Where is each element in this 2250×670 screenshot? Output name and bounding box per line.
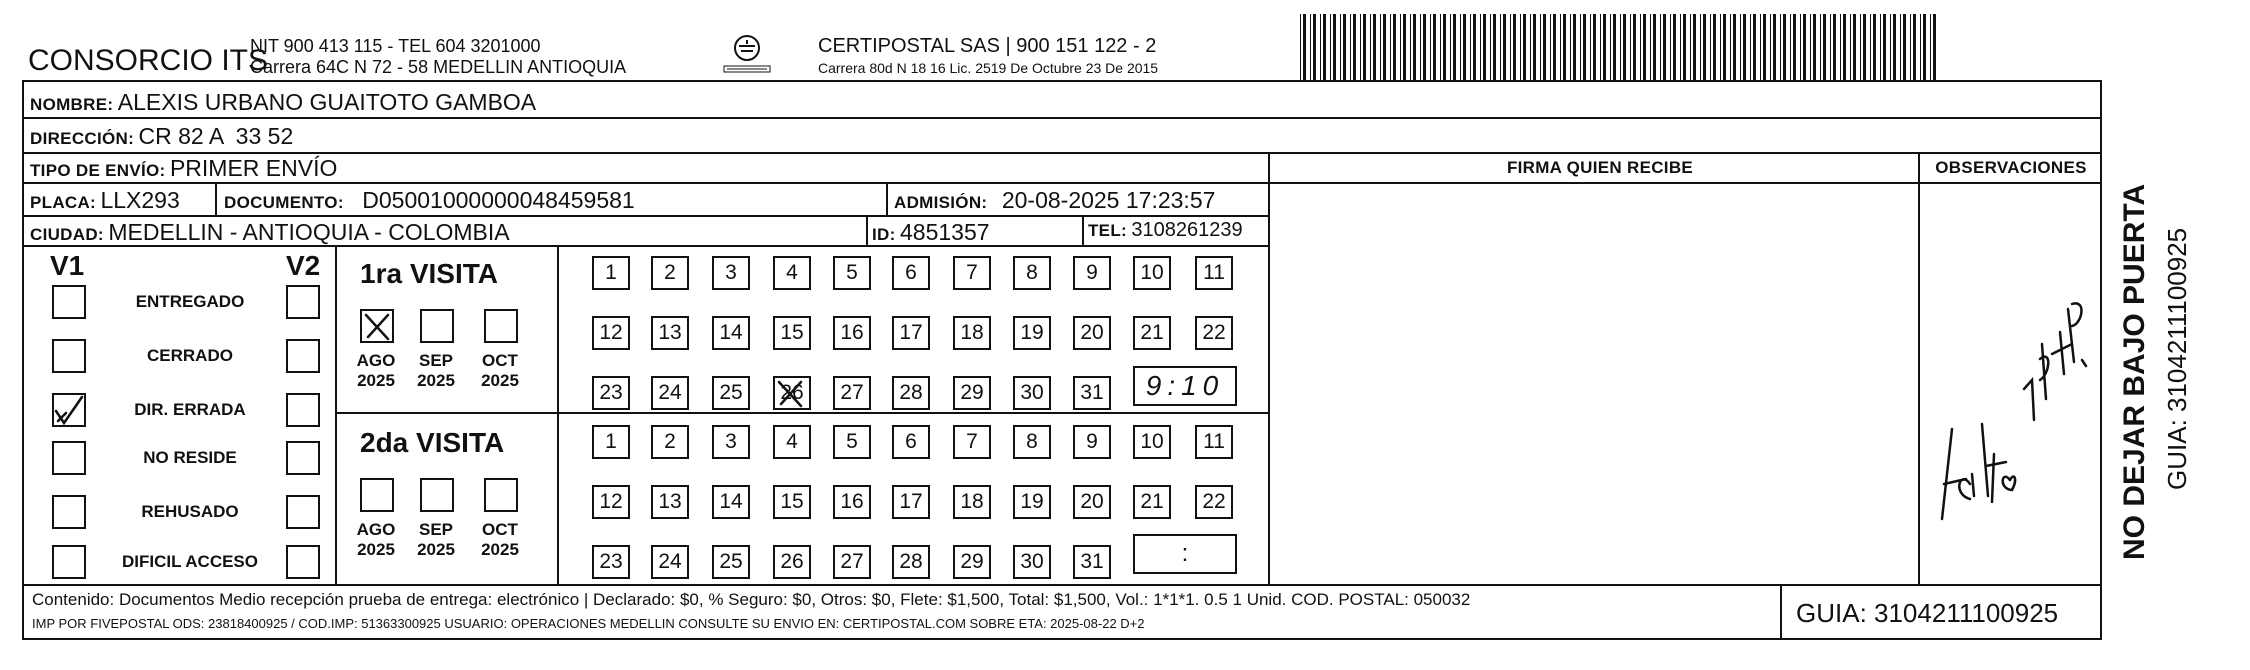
barcode-bar <box>1633 14 1636 80</box>
day-box[interactable]: 1 <box>592 425 630 459</box>
barcode-bar <box>1660 14 1661 80</box>
barcode-bar <box>1590 14 1591 80</box>
day-box[interactable]: 23 <box>592 376 630 410</box>
v1-checkbox[interactable] <box>52 393 86 427</box>
barcode-bar <box>1423 14 1426 80</box>
barcode-bar <box>1430 14 1431 80</box>
barcode-bar <box>1540 14 1541 80</box>
day-box[interactable]: 27 <box>833 545 871 579</box>
barcode-bar <box>1723 14 1726 80</box>
day-box[interactable]: 16 <box>833 485 871 519</box>
placa-label: PLACA: <box>30 193 97 212</box>
barcode-bar <box>1850 14 1851 80</box>
barcode-bar <box>1680 14 1681 80</box>
barcode-bar <box>1840 14 1841 80</box>
row-tel <box>1088 219 1243 242</box>
day-box[interactable]: 12 <box>592 316 630 350</box>
month-label: SEP 2025 <box>417 351 455 390</box>
day-box[interactable]: 14 <box>712 316 750 350</box>
barcode-bar <box>1860 14 1861 80</box>
barcode-bar <box>1790 14 1791 80</box>
barcode-bar <box>1583 14 1586 80</box>
barcode-bar <box>1870 14 1871 80</box>
day-box[interactable]: 6 <box>892 256 930 290</box>
barcode-bar <box>1403 14 1406 80</box>
status-option-label: DIFICIL ACCESO <box>121 552 258 571</box>
day-box[interactable]: 19 <box>1013 316 1051 350</box>
barcode-bar <box>1703 14 1706 80</box>
id-value: 4851357 <box>900 219 990 245</box>
day-box[interactable]: 3 <box>712 425 750 459</box>
company-address: Carrera 64C N 72 - 58 MEDELLIN ANTIOQUIA <box>250 57 627 77</box>
barcode-bar <box>1770 14 1771 80</box>
barcode-bar <box>1373 14 1376 80</box>
barcode-bar <box>1690 14 1691 80</box>
footer-guia: GUIA: 3104211100925 <box>1796 598 2059 628</box>
month-checkbox[interactable] <box>484 478 518 512</box>
day-box[interactable]: 4 <box>773 256 811 290</box>
barcode-bar <box>1460 14 1461 80</box>
barcode-bar <box>1763 14 1766 80</box>
barcode-bar <box>1833 14 1836 80</box>
observaciones-area[interactable] <box>1922 184 2100 584</box>
barcode-bar <box>1933 14 1936 80</box>
barcode-bar <box>1410 14 1411 80</box>
day-box[interactable]: 6 <box>892 425 930 459</box>
barcode-bar <box>1780 14 1781 80</box>
day-box[interactable]: 4 <box>773 425 811 459</box>
barcode-bar <box>1363 14 1366 80</box>
side-warning: NO DEJAR BAJO PUERTA <box>2118 183 2151 560</box>
barcode-bar <box>1400 14 1401 80</box>
direccion-label: DIRECCIÓN: <box>30 129 135 148</box>
barcode-bar <box>1773 14 1776 80</box>
day-box[interactable]: 7 <box>953 256 991 290</box>
barcode-bar <box>1480 14 1481 80</box>
status-option-label: ENTREGADO <box>135 292 245 311</box>
barcode-bar <box>1463 14 1466 80</box>
second-visit-time[interactable]: : <box>1133 534 1237 574</box>
barcode-bar <box>1533 14 1536 80</box>
v2-checkbox[interactable] <box>286 285 320 319</box>
day-box[interactable]: 11 <box>1195 425 1233 459</box>
barcode-bar <box>1320 14 1321 80</box>
courier-info <box>818 34 1158 78</box>
barcode-bar <box>1923 14 1926 80</box>
status-option-label: NO RESIDE <box>143 448 237 467</box>
barcode-bar <box>1670 14 1671 80</box>
signature-area[interactable] <box>1270 184 1918 584</box>
footer-contenido: Contenido: Documentos Medio recepción prueba de entrega: electrónico | Declarado: $0, % Seguro: $0, Otros: $0, Flete: $1,500, Total: $1,500, Vol.: 1*1*1. 0.5 1 Unid. COD. POSTAL: 050032 <box>32 590 1471 609</box>
barcode-bar <box>1553 14 1556 80</box>
barcode-bar <box>1453 14 1456 80</box>
day-box[interactable]: 19 <box>1013 485 1051 519</box>
v2-checkbox[interactable] <box>286 339 320 373</box>
day-box[interactable]: 25 <box>712 376 750 410</box>
barcode-bar <box>1643 14 1646 80</box>
barcode-bar <box>1500 14 1501 80</box>
barcode-bar <box>1350 14 1351 80</box>
id-label: ID: <box>872 225 896 244</box>
barcode-bar <box>1653 14 1656 80</box>
month-checkbox[interactable] <box>360 478 394 512</box>
month-label: OCT 2025 <box>481 351 519 390</box>
admision-label: ADMISIÓN: <box>894 193 988 212</box>
courier-name: CERTIPOSTAL SAS | 900 151 122 - 2 <box>818 35 1157 57</box>
barcode-bar <box>1733 14 1736 80</box>
day-box[interactable]: 21 <box>1133 485 1171 519</box>
barcode-bar <box>1903 14 1906 80</box>
day-box[interactable]: 29 <box>953 545 991 579</box>
documento-value: D05001000000048459581 <box>362 187 635 213</box>
second-visit-title: 2da VISITA <box>360 427 505 458</box>
day-box[interactable]: 26 <box>773 376 811 410</box>
barcode-bar <box>1483 14 1486 80</box>
barcode-bar <box>1580 14 1581 80</box>
barcode-bar <box>1910 14 1911 80</box>
barcode-bar <box>1523 14 1526 80</box>
day-box[interactable]: 28 <box>892 545 930 579</box>
placa-value: LLX293 <box>100 187 180 213</box>
day-box[interactable]: 3 <box>712 256 750 290</box>
barcode-bar <box>1353 14 1356 80</box>
day-box[interactable]: 20 <box>1073 316 1111 350</box>
barcode-bar <box>1713 14 1716 80</box>
barcode-bar <box>1360 14 1361 80</box>
barcode-bar <box>1913 14 1916 80</box>
barcode-bar <box>1803 14 1806 80</box>
barcode-bar <box>1513 14 1516 80</box>
documento-label: DOCUMENTO: <box>224 193 344 212</box>
barcode-bar <box>1620 14 1621 80</box>
barcode-bar <box>1673 14 1676 80</box>
barcode-bar <box>1810 14 1811 80</box>
row-documento <box>224 187 635 214</box>
day-box[interactable]: 25 <box>712 545 750 579</box>
day-box[interactable]: 31 <box>1073 545 1111 579</box>
barcode-bar <box>1490 14 1491 80</box>
barcode-bar <box>1560 14 1561 80</box>
barcode-bar <box>1380 14 1381 80</box>
day-box[interactable]: 28 <box>892 376 930 410</box>
barcode-bar <box>1760 14 1761 80</box>
v1-checkbox[interactable] <box>52 495 86 529</box>
day-box[interactable]: 10 <box>1133 256 1171 290</box>
barcode-bar <box>1753 14 1756 80</box>
barcode-bar <box>1710 14 1711 80</box>
barcode-bar <box>1470 14 1471 80</box>
observation-handwriting <box>1922 184 2100 584</box>
month-checkbox[interactable] <box>484 309 518 343</box>
status-option-label: DIR. ERRADA <box>134 400 246 419</box>
barcode-bar <box>1830 14 1831 80</box>
day-box[interactable]: 9 <box>1073 425 1111 459</box>
barcode-bar <box>1550 14 1551 80</box>
barcode-bar <box>1883 14 1886 80</box>
admision-value: 20-08-2025 17:23:57 <box>1001 187 1216 213</box>
barcode-bar <box>1750 14 1751 80</box>
barcode-bar <box>1520 14 1521 80</box>
barcode-bar <box>1393 14 1396 80</box>
day-box[interactable]: 22 <box>1195 485 1233 519</box>
first-visit-title: 1ra VISITA <box>360 258 498 289</box>
day-box[interactable]: 17 <box>892 485 930 519</box>
barcode-bar <box>1640 14 1641 80</box>
barcode-bar <box>1783 14 1786 80</box>
barcode-bar <box>1890 14 1891 80</box>
barcode-bar <box>1930 14 1931 80</box>
row-direccion <box>30 123 293 150</box>
footer-imp: IMP POR FIVEPOSTAL ODS: 23818400925 / COD.IMP: 51363300925 USUARIO: OPERACIONES MEDELLIN CONSULTE SU ENVIO EN: CERTIPOSTAL.COM SOBRE ETA: 2025-08-22 D+2 <box>32 616 1145 631</box>
month-label: AGO 2025 <box>356 351 396 390</box>
month-checkbox[interactable] <box>420 478 454 512</box>
barcode-bar <box>1443 14 1446 80</box>
observaciones-header: OBSERVACIONES <box>1935 158 2087 177</box>
barcode-bar <box>1740 14 1741 80</box>
v1-checkbox[interactable] <box>52 545 86 579</box>
day-box[interactable]: 1 <box>592 256 630 290</box>
barcode-bar <box>1323 14 1326 80</box>
barcode-bar <box>1433 14 1436 80</box>
company-nit: NIT 900 413 115 - TEL 604 3201000 <box>250 36 541 56</box>
day-box[interactable]: 26 <box>773 545 811 579</box>
day-box[interactable]: 2 <box>651 256 689 290</box>
barcode-bar <box>1390 14 1391 80</box>
barcode-bar <box>1683 14 1686 80</box>
month-label: SEP 2025 <box>417 520 455 559</box>
ciudad-value: MEDELLIN - ANTIOQUIA - COLOMBIA <box>108 219 510 245</box>
barcode-bar <box>1370 14 1371 80</box>
barcode-bar <box>1843 14 1846 80</box>
v1-label: V1 <box>50 250 85 281</box>
day-box[interactable]: 29 <box>953 376 991 410</box>
day-box[interactable]: 12 <box>592 485 630 519</box>
month-label: AGO 2025 <box>356 520 396 559</box>
day-box[interactable]: 15 <box>773 485 811 519</box>
barcode-bar <box>1720 14 1721 80</box>
barcode-bar <box>1450 14 1451 80</box>
barcode-bar <box>1530 14 1531 80</box>
status-option-label: REHUSADO <box>141 502 239 521</box>
barcode-bar <box>1650 14 1651 80</box>
ciudad-label: CIUDAD: <box>30 225 104 244</box>
barcode-bar <box>1813 14 1816 80</box>
v1-checkbox[interactable] <box>52 441 86 475</box>
day-box[interactable]: 8 <box>1013 425 1051 459</box>
day-box[interactable]: 15 <box>773 316 811 350</box>
barcode-bar <box>1543 14 1546 80</box>
day-box[interactable]: 22 <box>1195 316 1233 350</box>
barcode-bar <box>1610 14 1611 80</box>
barcode-bar <box>1630 14 1631 80</box>
day-box[interactable]: 10 <box>1133 425 1171 459</box>
row-nombre <box>30 89 536 116</box>
day-box[interactable]: 5 <box>833 256 871 290</box>
v1-checkbox[interactable] <box>52 339 86 373</box>
day-box[interactable]: 24 <box>651 545 689 579</box>
barcode-bar <box>1893 14 1896 80</box>
v2-checkbox[interactable] <box>286 441 320 475</box>
tel-value: 3108261239 <box>1131 219 1243 241</box>
month-checkbox[interactable] <box>360 309 394 343</box>
day-box[interactable]: 11 <box>1195 256 1233 290</box>
v2-checkbox[interactable] <box>286 393 320 427</box>
barcode-bar <box>1510 14 1511 80</box>
month-label: OCT 2025 <box>481 520 519 559</box>
nombre-value: ALEXIS URBANO GUAITOTO GAMBOA <box>117 89 537 115</box>
barcode-bar <box>1700 14 1701 80</box>
company-info <box>250 36 626 78</box>
day-box[interactable]: 2 <box>651 425 689 459</box>
v2-checkbox[interactable] <box>286 495 320 529</box>
barcode-bar <box>1343 14 1346 80</box>
barcode-bar <box>1823 14 1826 80</box>
barcode-bar <box>1820 14 1821 80</box>
side-guia: GUIA: 3104211100925 <box>2162 227 2192 490</box>
day-box[interactable]: 13 <box>651 485 689 519</box>
day-box[interactable]: 20 <box>1073 485 1111 519</box>
barcode-bar <box>1693 14 1696 80</box>
row-admision <box>894 187 1215 214</box>
barcode-bar <box>1413 14 1416 80</box>
row-placa <box>30 187 180 214</box>
barcode-bar <box>1900 14 1901 80</box>
day-box[interactable]: 9 <box>1073 256 1111 290</box>
nombre-label: NOMBRE: <box>30 95 114 114</box>
barcode-bar <box>1503 14 1506 80</box>
barcode-bar <box>1300 14 1301 80</box>
barcode-bar <box>1303 14 1306 80</box>
barcode-bar <box>1853 14 1856 80</box>
day-box[interactable]: 31 <box>1073 376 1111 410</box>
tipo-value: PRIMER ENVÍO <box>169 155 338 181</box>
row-id <box>872 219 990 246</box>
day-box[interactable]: 23 <box>592 545 630 579</box>
barcode-bar <box>1440 14 1441 80</box>
barcode-bar <box>1570 14 1571 80</box>
courier-address: Carrera 80d N 18 16 Lic. 2519 De Octubre 23 De 2015 <box>818 60 1159 76</box>
day-box[interactable]: 18 <box>953 485 991 519</box>
day-box[interactable]: 18 <box>953 316 991 350</box>
barcode-bar <box>1600 14 1601 80</box>
barcode-bar <box>1313 14 1316 80</box>
barcode <box>1300 14 1940 80</box>
barcode-bar <box>1383 14 1386 80</box>
barcode-bar <box>1623 14 1626 80</box>
barcode-bar <box>1730 14 1731 80</box>
day-box[interactable]: 13 <box>651 316 689 350</box>
day-box[interactable]: 24 <box>651 376 689 410</box>
day-box[interactable]: 16 <box>833 316 871 350</box>
barcode-bar <box>1800 14 1801 80</box>
barcode-bar <box>1663 14 1666 80</box>
day-box[interactable]: 7 <box>953 425 991 459</box>
status-option-label: CERRADO <box>147 346 233 365</box>
tipo-label: TIPO DE ENVÍO: <box>30 161 166 180</box>
row-ciudad <box>30 219 510 246</box>
barcode-bar <box>1420 14 1421 80</box>
barcode-bar <box>1873 14 1876 80</box>
barcode-bar <box>1920 14 1921 80</box>
courier-logo <box>712 34 782 80</box>
barcode-bar <box>1593 14 1596 80</box>
barcode-bar <box>1603 14 1606 80</box>
barcode-bar <box>1613 14 1616 80</box>
barcode-bar <box>1310 14 1311 80</box>
barcode-bar <box>1863 14 1866 80</box>
day-box[interactable]: 17 <box>892 316 930 350</box>
row-tipo <box>30 155 337 182</box>
barcode-bar <box>1473 14 1476 80</box>
barcode-bar <box>1793 14 1796 80</box>
day-box[interactable]: 21 <box>1133 316 1171 350</box>
barcode-bar <box>1330 14 1331 80</box>
barcode-bar <box>1333 14 1336 80</box>
day-box[interactable]: 8 <box>1013 256 1051 290</box>
company-name: CONSORCIO ITS <box>28 44 269 77</box>
v2-label: V2 <box>286 250 321 281</box>
v2-checkbox[interactable] <box>286 545 320 579</box>
day-box[interactable]: 30 <box>1013 545 1051 579</box>
day-box[interactable]: 5 <box>833 425 871 459</box>
day-box[interactable]: 30 <box>1013 376 1051 410</box>
tel-label: TEL: <box>1088 221 1127 240</box>
v1-checkbox[interactable] <box>52 285 86 319</box>
barcode-bar <box>1563 14 1566 80</box>
barcode-bar <box>1743 14 1746 80</box>
barcode-bar <box>1880 14 1881 80</box>
barcode-bar <box>1340 14 1341 80</box>
barcode-bar <box>1573 14 1576 80</box>
barcode-bar <box>1493 14 1496 80</box>
direccion-value: CR 82 A 33 52 <box>138 123 294 149</box>
month-checkbox[interactable] <box>420 309 454 343</box>
first-visit-time[interactable]: 9:10 <box>1133 366 1237 406</box>
day-box[interactable]: 27 <box>833 376 871 410</box>
firma-header: FIRMA QUIEN RECIBE <box>1506 158 1694 177</box>
day-box[interactable]: 14 <box>712 485 750 519</box>
